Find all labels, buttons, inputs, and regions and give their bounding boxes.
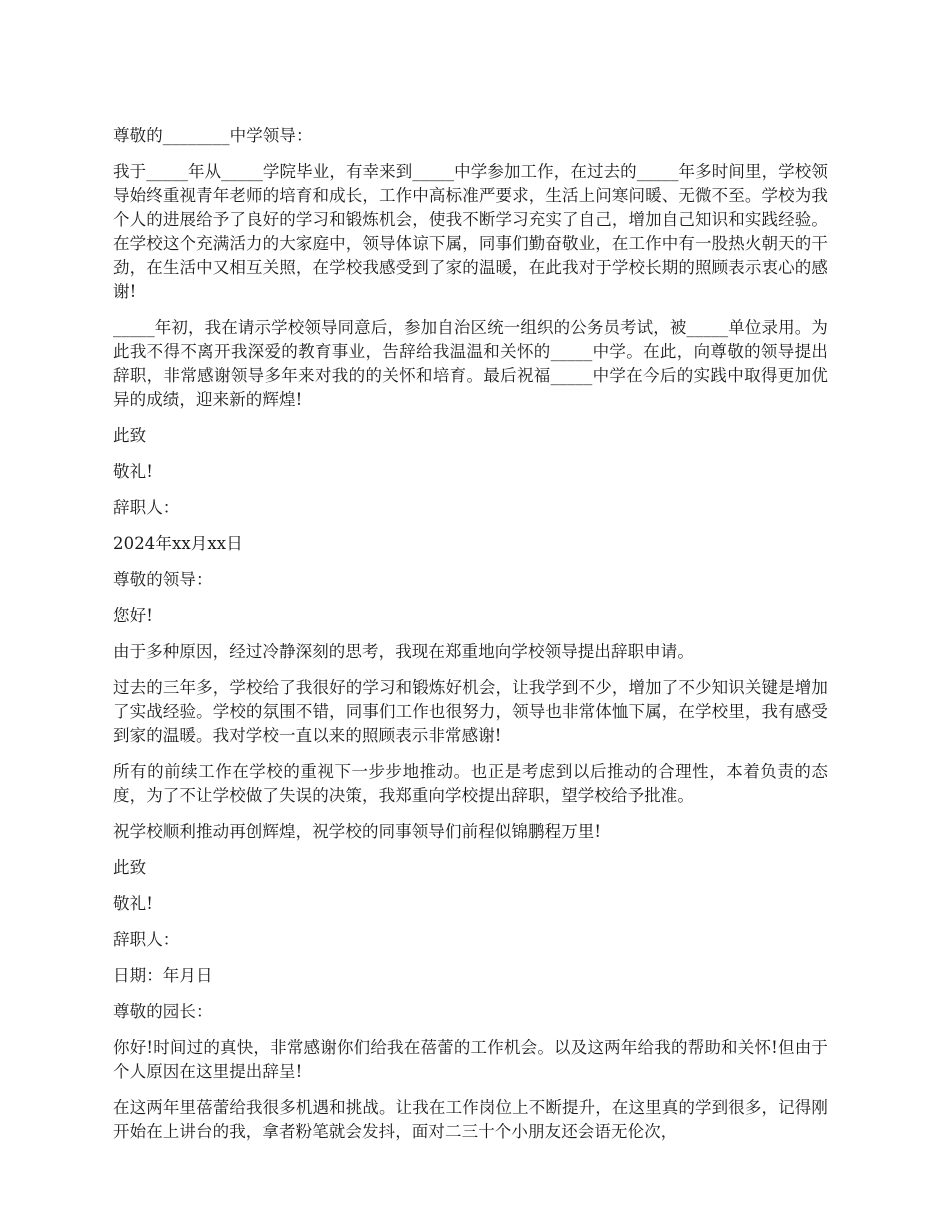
- letter2-signature-label: 辞职人：: [113, 930, 180, 949]
- letter1-signature-label: 辞职人：: [113, 498, 180, 517]
- salutation-principal: 尊敬的园长：: [113, 1002, 213, 1021]
- letter2-closing-jingli: 敬礼!: [113, 894, 153, 913]
- letter1-closing-jingli: 敬礼!: [113, 462, 153, 481]
- letter2-body-paragraph-4: 祝学校顺利推动再创辉煌，祝学校的同事领导们前程似锦鹏程万里!: [113, 822, 602, 841]
- document-page: [113, 124, 828, 1156]
- letter2-closing-cizhi: 此致: [113, 858, 147, 877]
- letter1-date: 2024年xx月xx日: [113, 534, 243, 553]
- letter2-body-paragraph-3: 所有的前续工作在学校的重视下一步步地推动。也正是考虑到以后推动的合理性，本着负责的态度，为了不让学校做了失误的决策，我郑重向学校提出辞职，望学校给予批准。: [113, 762, 828, 805]
- letter2-body-paragraph-2: 过去的三年多，学校给了我很好的学习和锻炼好机会，让我学到不少，增加了不少知识关键是增加了实战经验。学校的氛围不错，同事们工作也很努力，领导也非常体恤下属，在学校里，我有感受到家的温暖。我对学校一直以来的照顾表示非常感谢!: [113, 678, 828, 745]
- letter3-body-paragraph-1: 你好!时间过的真快，非常感谢你们给我在蓓蕾的工作机会。以及这两年给我的帮助和关怀!但由于个人原因在这里提出辞呈!: [113, 1038, 828, 1081]
- salutation-leaders: 尊敬的领导：: [113, 570, 213, 589]
- letter1-body-paragraph-1: 我于_____年从_____学院毕业，有幸来到_____中学参加工作，在过去的_____年多时间里，学校领导始终重视青年老师的培育和成长，工作中高标准严要求，生活上问寒问暖、无微不至。学校为我个人的进展给予了良好的学习和锻炼机会，使我不断学习充实了自己，增加自己知识和实践经验。在学校这个充满活力的大家庭中，领导体谅下属，同事们勤奋敬业，在工作中有一股热火朝天的干劲，在生活中又相互关照，在学校我感受到了家的温暖，在此我对于学校长期的照顾表示衷心的感谢!: [113, 162, 828, 301]
- letter1-body-paragraph-2: _____年初，我在请示学校领导同意后，参加自治区统一组织的公务员考试，被_____单位录用。为此我不得不离开我深爱的教育事业，告辞给我温温和关怀的_____中学。在此，向尊敬的领导提出辞职，非常感谢领导多年来对我的的关怀和培育。最后祝福_____中学在今后的实践中取得更加优异的成绩，迎来新的辉煌!: [113, 318, 828, 409]
- letter3-body-paragraph-2: 在这两年里蓓蕾给我很多机遇和挑战。让我在工作岗位上不断提升，在这里真的学到很多，记得刚开始在上讲台的我，拿者粉笔就会发抖，面对二三十个小朋友还会语无伦次，: [113, 1098, 828, 1141]
- letter2-date-label: 日期：年月日: [113, 966, 213, 985]
- letter1-closing-cizhi: 此致: [113, 426, 147, 445]
- letter2-body-paragraph-1: 由于多种原因，经过冷静深刻的思考，我现在郑重地向学校领导提出辞职申请。: [113, 642, 694, 661]
- salutation-school-leaders: 尊敬的________中学领导：: [113, 126, 313, 145]
- letter2-greeting: 您好!: [113, 606, 153, 625]
